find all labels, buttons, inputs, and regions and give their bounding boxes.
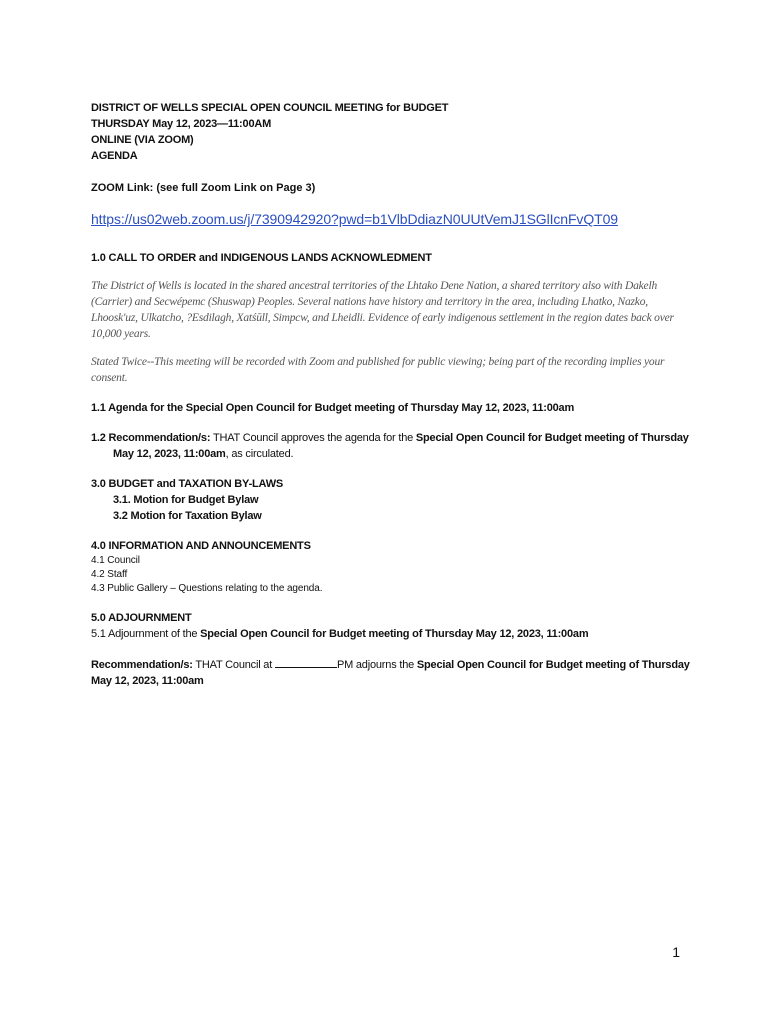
zoom-label: ZOOM Link: (see full Zoom Link on Page 3): [91, 182, 316, 194]
header-agenda: AGENDA: [91, 150, 138, 162]
item-5-1: [91, 626, 691, 642]
item-1-2-label: 1.2 Recommendation/s:: [91, 432, 211, 444]
item-3-2: 3.2 Motion for Taxation Bylaw: [113, 510, 262, 522]
header-date: THURSDAY May 12, 2023—11:00AM: [91, 118, 272, 130]
rec-text-2: PM adjourns the: [336, 659, 417, 671]
adjournment-recommendation: [91, 656, 691, 689]
item-3-1: 3.1. Motion for Budget Bylaw: [113, 494, 259, 506]
section-4-title: 4.0 INFORMATION AND ANNOUNCEMENTS: [91, 540, 311, 552]
item-1-2-end: , as circulated.: [225, 448, 294, 460]
time-blank: [275, 656, 337, 668]
item-4-1: 4.1 Council: [91, 555, 140, 566]
item-4-2: 4.2 Staff: [91, 569, 128, 580]
item-1-1: 1.1 Agenda for the Special Open Council for Budget meeting of Thursday May 12, 2023, 11:00am: [91, 402, 575, 414]
item-1-2: [91, 430, 691, 462]
item-5-1-prefix: 5.1 Adjournment of the: [91, 628, 201, 640]
header-title: DISTRICT OF WELLS SPECIAL OPEN COUNCIL MEETING for BUDGET: [91, 102, 449, 114]
section-3-title: 3.0 BUDGET and TAXATION BY-LAWS: [91, 478, 284, 490]
item-4-3: 4.3 Public Gallery – Questions relating to the agenda.: [91, 583, 323, 594]
recording-notice: Stated Twice--This meeting will be recorded with Zoom and published for public viewing; being part of the recording implies your consent.: [91, 356, 665, 384]
section-1-title: 1.0 CALL TO ORDER and INDIGENOUS LANDS ACKNOWLEDMENT: [91, 252, 432, 264]
land-acknowledgement: The District of Wells is located in the shared ancestral territories of the Lhtako Dene Nation, a shared territory also with Dakelh (Carrier) and Secwépemc (Shuswap) Peoples. Several nations have history and territory in the area, including Lhatko, Nazko, Lhoosk'uz, Ulkatcho, ?Esdilagh, Xatśūll, Simpcw, and Lheidli. Evidence of early indigenous settlement in the region dates back over 10,000 years.: [91, 280, 674, 340]
page-number: 1: [672, 944, 680, 960]
rec-label: Recommendation/s:: [91, 659, 193, 671]
rec-text-1: THAT Council at: [192, 659, 275, 671]
item-1-2-meeting: Special Open Council for Budget meeting of Thursday May 12, 2023, 11:00am: [113, 432, 689, 460]
section-5-title: 5.0 ADJOURNMENT: [91, 612, 192, 624]
item-5-1-meeting: Special Open Council for Budget meeting of Thursday May 12, 2023, 11:00am: [200, 628, 589, 640]
rec-meeting: Special Open Council for Budget meeting of Thursday May 12, 2023, 11:00am: [91, 659, 690, 687]
item-1-2-text: THAT Council approves the agenda for the: [210, 432, 416, 444]
zoom-link[interactable]: https://us02web.zoom.us/j/7390942920?pwd=b1VlbDdiazN0UUtVemJ1SGlIcnFvQT09: [91, 211, 618, 227]
header-location: ONLINE (VIA ZOOM): [91, 134, 194, 146]
agenda-content: [91, 100, 691, 689]
